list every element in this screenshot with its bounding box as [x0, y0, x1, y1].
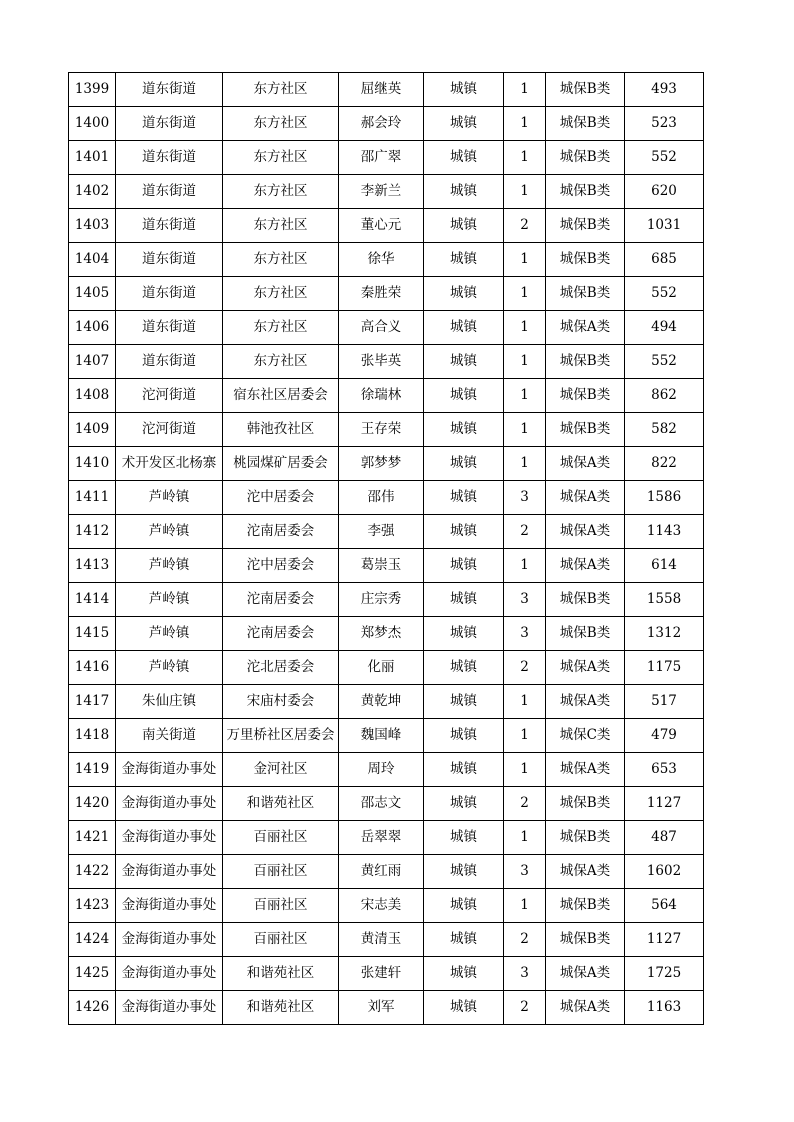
row-number: 1420	[69, 787, 116, 821]
amount-cell: 862	[625, 379, 704, 413]
category-cell: 城保B类	[546, 583, 625, 617]
street-cell: 金海街道办事处	[116, 855, 223, 889]
name-cell: 张毕英	[339, 345, 424, 379]
name-cell: 郝会玲	[339, 107, 424, 141]
row-number: 1422	[69, 855, 116, 889]
street-cell: 道东街道	[116, 175, 223, 209]
household-type-cell: 城镇	[424, 447, 504, 481]
community-cell: 韩池孜社区	[223, 413, 339, 447]
amount-cell: 1175	[625, 651, 704, 685]
street-cell: 沱河街道	[116, 413, 223, 447]
street-cell: 金海街道办事处	[116, 889, 223, 923]
amount-cell: 1031	[625, 209, 704, 243]
member-count-cell: 3	[504, 481, 546, 515]
category-cell: 城保A类	[546, 855, 625, 889]
row-number: 1419	[69, 753, 116, 787]
category-cell: 城保A类	[546, 481, 625, 515]
name-cell: 屈继英	[339, 73, 424, 107]
table-row	[69, 209, 704, 243]
amount-cell: 552	[625, 345, 704, 379]
household-type-cell: 城镇	[424, 753, 504, 787]
amount-cell: 620	[625, 175, 704, 209]
row-number: 1415	[69, 617, 116, 651]
member-count-cell: 3	[504, 957, 546, 991]
amount-cell: 564	[625, 889, 704, 923]
household-type-cell: 城镇	[424, 243, 504, 277]
amount-cell: 614	[625, 549, 704, 583]
category-cell: 城保A类	[546, 957, 625, 991]
name-cell: 郭梦梦	[339, 447, 424, 481]
row-number: 1402	[69, 175, 116, 209]
street-cell: 金海街道办事处	[116, 923, 223, 957]
amount-cell: 517	[625, 685, 704, 719]
member-count-cell: 1	[504, 311, 546, 345]
household-type-cell: 城镇	[424, 685, 504, 719]
street-cell: 南关街道	[116, 719, 223, 753]
row-number: 1404	[69, 243, 116, 277]
row-number: 1417	[69, 685, 116, 719]
member-count-cell: 1	[504, 685, 546, 719]
community-cell: 东方社区	[223, 175, 339, 209]
amount-cell: 1127	[625, 787, 704, 821]
name-cell: 黄清玉	[339, 923, 424, 957]
table-row	[69, 719, 704, 753]
table-row	[69, 651, 704, 685]
amount-cell: 1586	[625, 481, 704, 515]
amount-cell: 582	[625, 413, 704, 447]
amount-cell: 653	[625, 753, 704, 787]
community-cell: 百丽社区	[223, 889, 339, 923]
community-cell: 沱南居委会	[223, 583, 339, 617]
table-row	[69, 821, 704, 855]
category-cell: 城保B类	[546, 243, 625, 277]
category-cell: 城保A类	[546, 549, 625, 583]
category-cell: 城保A类	[546, 991, 625, 1025]
category-cell: 城保A类	[546, 651, 625, 685]
table-row	[69, 277, 704, 311]
amount-cell: 1143	[625, 515, 704, 549]
household-type-cell: 城镇	[424, 345, 504, 379]
community-cell: 百丽社区	[223, 821, 339, 855]
subsidy-roster-table	[68, 72, 704, 1025]
amount-cell: 1602	[625, 855, 704, 889]
household-type-cell: 城镇	[424, 617, 504, 651]
member-count-cell: 1	[504, 447, 546, 481]
street-cell: 朱仙庄镇	[116, 685, 223, 719]
community-cell: 东方社区	[223, 277, 339, 311]
table-row	[69, 787, 704, 821]
street-cell: 金海街道办事处	[116, 787, 223, 821]
street-cell: 道东街道	[116, 107, 223, 141]
row-number: 1426	[69, 991, 116, 1025]
household-type-cell: 城镇	[424, 583, 504, 617]
household-type-cell: 城镇	[424, 515, 504, 549]
household-type-cell: 城镇	[424, 821, 504, 855]
table-row	[69, 481, 704, 515]
name-cell: 李强	[339, 515, 424, 549]
table-body	[69, 73, 704, 1025]
category-cell: 城保B类	[546, 923, 625, 957]
row-number: 1414	[69, 583, 116, 617]
category-cell: 城保B类	[546, 413, 625, 447]
name-cell: 高合义	[339, 311, 424, 345]
row-number: 1407	[69, 345, 116, 379]
table-row	[69, 923, 704, 957]
amount-cell: 822	[625, 447, 704, 481]
name-cell: 葛崇玉	[339, 549, 424, 583]
name-cell: 邵伟	[339, 481, 424, 515]
household-type-cell: 城镇	[424, 787, 504, 821]
street-cell: 金海街道办事处	[116, 957, 223, 991]
name-cell: 魏国峰	[339, 719, 424, 753]
table-row	[69, 175, 704, 209]
member-count-cell: 2	[504, 923, 546, 957]
member-count-cell: 3	[504, 583, 546, 617]
table-row	[69, 753, 704, 787]
community-cell: 东方社区	[223, 107, 339, 141]
member-count-cell: 1	[504, 889, 546, 923]
member-count-cell: 1	[504, 821, 546, 855]
member-count-cell: 1	[504, 379, 546, 413]
name-cell: 周玲	[339, 753, 424, 787]
street-cell: 芦岭镇	[116, 481, 223, 515]
community-cell: 桃园煤矿居委会	[223, 447, 339, 481]
name-cell: 庄宗秀	[339, 583, 424, 617]
community-cell: 沱中居委会	[223, 549, 339, 583]
row-number: 1406	[69, 311, 116, 345]
street-cell: 芦岭镇	[116, 549, 223, 583]
table-row	[69, 889, 704, 923]
row-number: 1413	[69, 549, 116, 583]
member-count-cell: 1	[504, 345, 546, 379]
table-row	[69, 617, 704, 651]
household-type-cell: 城镇	[424, 413, 504, 447]
household-type-cell: 城镇	[424, 991, 504, 1025]
community-cell: 百丽社区	[223, 855, 339, 889]
name-cell: 张建轩	[339, 957, 424, 991]
community-cell: 东方社区	[223, 141, 339, 175]
community-cell: 万里桥社区居委会	[223, 719, 339, 753]
table-row	[69, 345, 704, 379]
member-count-cell: 2	[504, 991, 546, 1025]
member-count-cell: 3	[504, 855, 546, 889]
category-cell: 城保B类	[546, 141, 625, 175]
street-cell: 道东街道	[116, 243, 223, 277]
member-count-cell: 1	[504, 73, 546, 107]
household-type-cell: 城镇	[424, 923, 504, 957]
street-cell: 术开发区北杨寨	[116, 447, 223, 481]
table-row	[69, 243, 704, 277]
street-cell: 芦岭镇	[116, 617, 223, 651]
row-number: 1411	[69, 481, 116, 515]
category-cell: 城保B类	[546, 277, 625, 311]
category-cell: 城保B类	[546, 821, 625, 855]
row-number: 1400	[69, 107, 116, 141]
street-cell: 道东街道	[116, 311, 223, 345]
household-type-cell: 城镇	[424, 107, 504, 141]
category-cell: 城保B类	[546, 209, 625, 243]
member-count-cell: 1	[504, 175, 546, 209]
name-cell: 邵志文	[339, 787, 424, 821]
table-row	[69, 73, 704, 107]
member-count-cell: 1	[504, 719, 546, 753]
table-row	[69, 141, 704, 175]
member-count-cell: 1	[504, 141, 546, 175]
table-row	[69, 515, 704, 549]
member-count-cell: 1	[504, 549, 546, 583]
name-cell: 董心元	[339, 209, 424, 243]
household-type-cell: 城镇	[424, 957, 504, 991]
name-cell: 邵广翠	[339, 141, 424, 175]
amount-cell: 1163	[625, 991, 704, 1025]
street-cell: 道东街道	[116, 209, 223, 243]
table-row	[69, 957, 704, 991]
row-number: 1408	[69, 379, 116, 413]
table-row	[69, 583, 704, 617]
member-count-cell: 1	[504, 107, 546, 141]
community-cell: 沱北居委会	[223, 651, 339, 685]
table-row	[69, 379, 704, 413]
amount-cell: 493	[625, 73, 704, 107]
household-type-cell: 城镇	[424, 73, 504, 107]
table-row	[69, 311, 704, 345]
member-count-cell: 1	[504, 753, 546, 787]
category-cell: 城保A类	[546, 447, 625, 481]
community-cell: 宿东社区居委会	[223, 379, 339, 413]
member-count-cell: 1	[504, 413, 546, 447]
community-cell: 东方社区	[223, 345, 339, 379]
street-cell: 道东街道	[116, 141, 223, 175]
amount-cell: 1558	[625, 583, 704, 617]
community-cell: 东方社区	[223, 243, 339, 277]
amount-cell: 487	[625, 821, 704, 855]
row-number: 1421	[69, 821, 116, 855]
household-type-cell: 城镇	[424, 277, 504, 311]
community-cell: 宋庙村委会	[223, 685, 339, 719]
category-cell: 城保B类	[546, 617, 625, 651]
name-cell: 郑梦杰	[339, 617, 424, 651]
member-count-cell: 2	[504, 209, 546, 243]
household-type-cell: 城镇	[424, 481, 504, 515]
table-row	[69, 549, 704, 583]
street-cell: 沱河街道	[116, 379, 223, 413]
community-cell: 沱南居委会	[223, 617, 339, 651]
amount-cell: 685	[625, 243, 704, 277]
name-cell: 李新兰	[339, 175, 424, 209]
street-cell: 金海街道办事处	[116, 991, 223, 1025]
row-number: 1418	[69, 719, 116, 753]
row-number: 1424	[69, 923, 116, 957]
category-cell: 城保B类	[546, 107, 625, 141]
member-count-cell: 2	[504, 515, 546, 549]
category-cell: 城保B类	[546, 175, 625, 209]
row-number: 1425	[69, 957, 116, 991]
household-type-cell: 城镇	[424, 651, 504, 685]
household-type-cell: 城镇	[424, 311, 504, 345]
category-cell: 城保B类	[546, 73, 625, 107]
household-type-cell: 城镇	[424, 209, 504, 243]
community-cell: 和谐苑社区	[223, 957, 339, 991]
name-cell: 宋志美	[339, 889, 424, 923]
row-number: 1410	[69, 447, 116, 481]
household-type-cell: 城镇	[424, 141, 504, 175]
row-number: 1412	[69, 515, 116, 549]
member-count-cell: 3	[504, 617, 546, 651]
household-type-cell: 城镇	[424, 175, 504, 209]
household-type-cell: 城镇	[424, 549, 504, 583]
category-cell: 城保B类	[546, 345, 625, 379]
category-cell: 城保A类	[546, 753, 625, 787]
member-count-cell: 2	[504, 787, 546, 821]
category-cell: 城保A类	[546, 311, 625, 345]
table-row	[69, 413, 704, 447]
amount-cell: 479	[625, 719, 704, 753]
name-cell: 王存荣	[339, 413, 424, 447]
table-row	[69, 107, 704, 141]
row-number: 1409	[69, 413, 116, 447]
table-row	[69, 447, 704, 481]
amount-cell: 552	[625, 277, 704, 311]
name-cell: 秦胜荣	[339, 277, 424, 311]
community-cell: 沱中居委会	[223, 481, 339, 515]
name-cell: 徐瑞林	[339, 379, 424, 413]
community-cell: 东方社区	[223, 73, 339, 107]
table-row	[69, 991, 704, 1025]
street-cell: 道东街道	[116, 73, 223, 107]
category-cell: 城保A类	[546, 515, 625, 549]
community-cell: 和谐苑社区	[223, 991, 339, 1025]
street-cell: 金海街道办事处	[116, 753, 223, 787]
member-count-cell: 2	[504, 651, 546, 685]
name-cell: 徐华	[339, 243, 424, 277]
household-type-cell: 城镇	[424, 719, 504, 753]
member-count-cell: 1	[504, 243, 546, 277]
household-type-cell: 城镇	[424, 379, 504, 413]
name-cell: 化丽	[339, 651, 424, 685]
street-cell: 道东街道	[116, 345, 223, 379]
row-number: 1416	[69, 651, 116, 685]
household-type-cell: 城镇	[424, 889, 504, 923]
name-cell: 刘军	[339, 991, 424, 1025]
community-cell: 百丽社区	[223, 923, 339, 957]
amount-cell: 1725	[625, 957, 704, 991]
name-cell: 黄红雨	[339, 855, 424, 889]
street-cell: 道东街道	[116, 277, 223, 311]
row-number: 1405	[69, 277, 116, 311]
row-number: 1399	[69, 73, 116, 107]
community-cell: 东方社区	[223, 311, 339, 345]
name-cell: 岳翠翠	[339, 821, 424, 855]
row-number: 1423	[69, 889, 116, 923]
street-cell: 芦岭镇	[116, 515, 223, 549]
category-cell: 城保B类	[546, 889, 625, 923]
household-type-cell: 城镇	[424, 855, 504, 889]
street-cell: 芦岭镇	[116, 583, 223, 617]
community-cell: 东方社区	[223, 209, 339, 243]
street-cell: 芦岭镇	[116, 651, 223, 685]
amount-cell: 523	[625, 107, 704, 141]
row-number: 1403	[69, 209, 116, 243]
amount-cell: 494	[625, 311, 704, 345]
community-cell: 和谐苑社区	[223, 787, 339, 821]
amount-cell: 1127	[625, 923, 704, 957]
member-count-cell: 1	[504, 277, 546, 311]
community-cell: 金河社区	[223, 753, 339, 787]
category-cell: 城保B类	[546, 787, 625, 821]
community-cell: 沱南居委会	[223, 515, 339, 549]
name-cell: 黄乾坤	[339, 685, 424, 719]
category-cell: 城保C类	[546, 719, 625, 753]
amount-cell: 1312	[625, 617, 704, 651]
category-cell: 城保B类	[546, 379, 625, 413]
table-row	[69, 855, 704, 889]
street-cell: 金海街道办事处	[116, 821, 223, 855]
row-number: 1401	[69, 141, 116, 175]
amount-cell: 552	[625, 141, 704, 175]
category-cell: 城保A类	[546, 685, 625, 719]
table-row	[69, 685, 704, 719]
